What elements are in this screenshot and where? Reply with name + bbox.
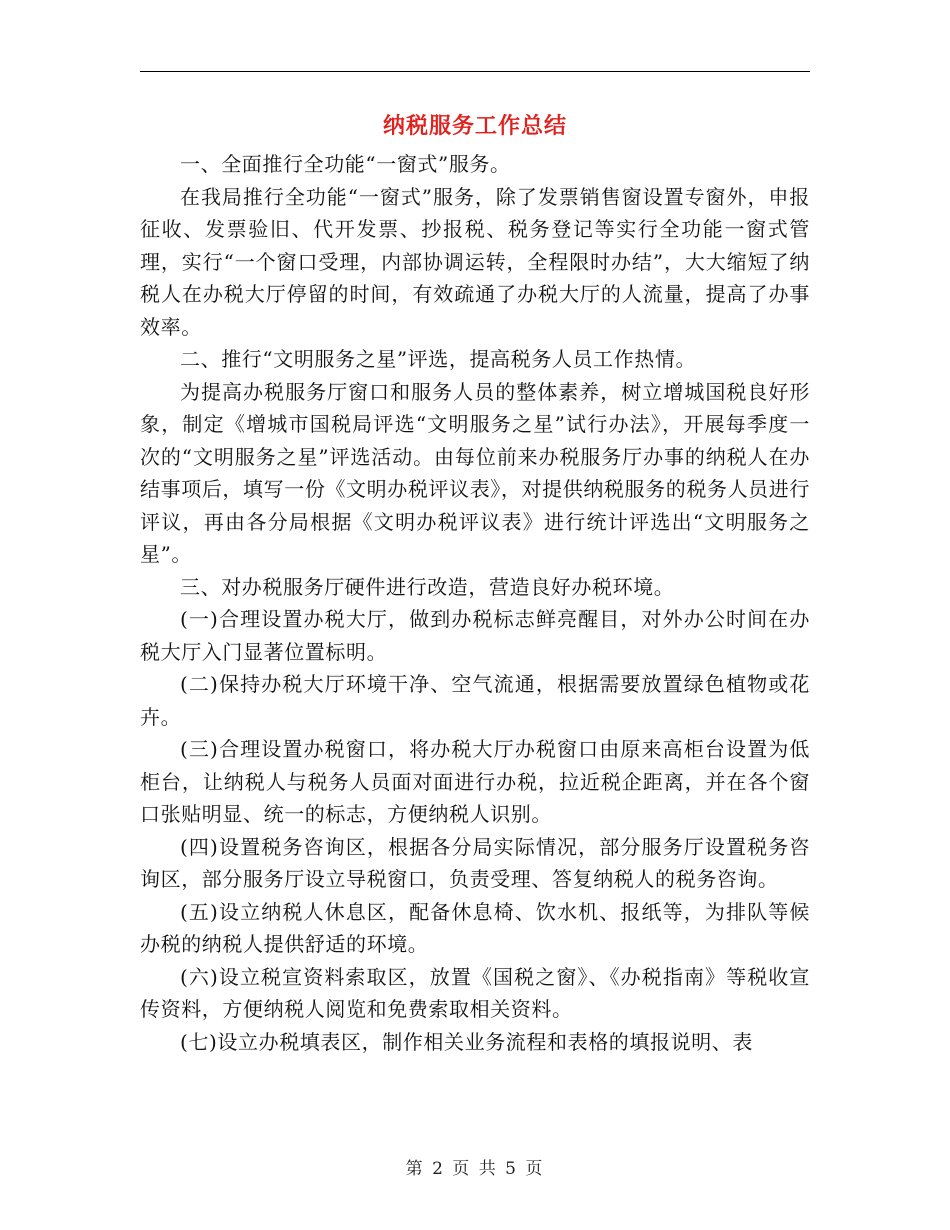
section-heading-three: 三、对办税服务厅硬件进行改造，营造良好办税环境。 — [180, 574, 675, 599]
list-item-rest-area: (五)设立纳税人休息区，配备休息椅、饮水机、报纸等，为排队等候办税的纳税人提供舒适的环境。 — [140, 899, 810, 956]
paragraph-one-window-service: 在我局推行全功能“一窗式”服务，除了发票销售窗设置专窗外，申报征收、发票验旧、代开发票、抄报税、税务登记等实行全功能一窗式管理，实行“一个窗口受理，内部协调运转，全程限时办结”，大大缩短了纳税人在办税大厅停留的时间，有效疏通了办税大厅的人流量，提高了办事效率。 — [140, 184, 810, 339]
header-rule — [140, 71, 810, 72]
page-number: 第 2 页 共 5 页 — [405, 1159, 545, 1179]
list-item-materials-area: (六)设立税宣资料索取区，放置《国税之窗》、《办税指南》等税收宣传资料，方便纳税人阅览和免费索取相关资料。 — [140, 964, 810, 1021]
list-item-form-filling-area: (七)设立办税填表区，制作相关业务流程和表格的填报说明、表 — [180, 1029, 754, 1054]
list-item-consulting-area: (四)设置税务咨询区，根据各分局实际情况，部分服务厅设置税务咨询区，部分服务厅设立导税窗口，负责受理、答复纳税人的税务咨询。 — [140, 834, 810, 891]
document-title: 纳税服务工作总结 — [382, 113, 567, 139]
list-item-hall-environment: (二)保持办税大厅环境干净、空气流通，根据需要放置绿色植物或花卉。 — [140, 672, 810, 729]
paragraph-service-star-selection: 为提高办税服务厅窗口和服务人员的整体素养，树立增城国税良好形象，制定《增城市国税局评选“文明服务之星”试行办法》，开展每季度一次的“文明服务之星”评选活动。由每位前来办税服务厅办事的纳税人在办结事项后，填写一份《文明办税评议表》，对提供纳税服务的税务人员进行评议，再由各分局根据《文明办税评议表》进行统计评选出“文明服务之星”。 — [140, 379, 810, 566]
list-item-hall-layout: (一)合理设置办税大厅，做到办税标志鲜亮醒目，对外办公时间在办税大厅入门显著位置标明。 — [140, 607, 810, 664]
section-heading-one: 一、全面推行全功能“一窗式”服务。 — [180, 152, 511, 176]
list-item-service-windows: (三)合理设置办税窗口，将办税大厅办税窗口由原来高柜台设置为低柜台，让纳税人与税务人员面对面进行办税，拉近税企距离，并在各个窗口张贴明显、统一的标志，方便纳税人识别。 — [140, 737, 810, 826]
document-body — [140, 148, 810, 1058]
section-heading-two: 二、推行“文明服务之星”评选，提高税务人员工作热情。 — [180, 347, 697, 371]
